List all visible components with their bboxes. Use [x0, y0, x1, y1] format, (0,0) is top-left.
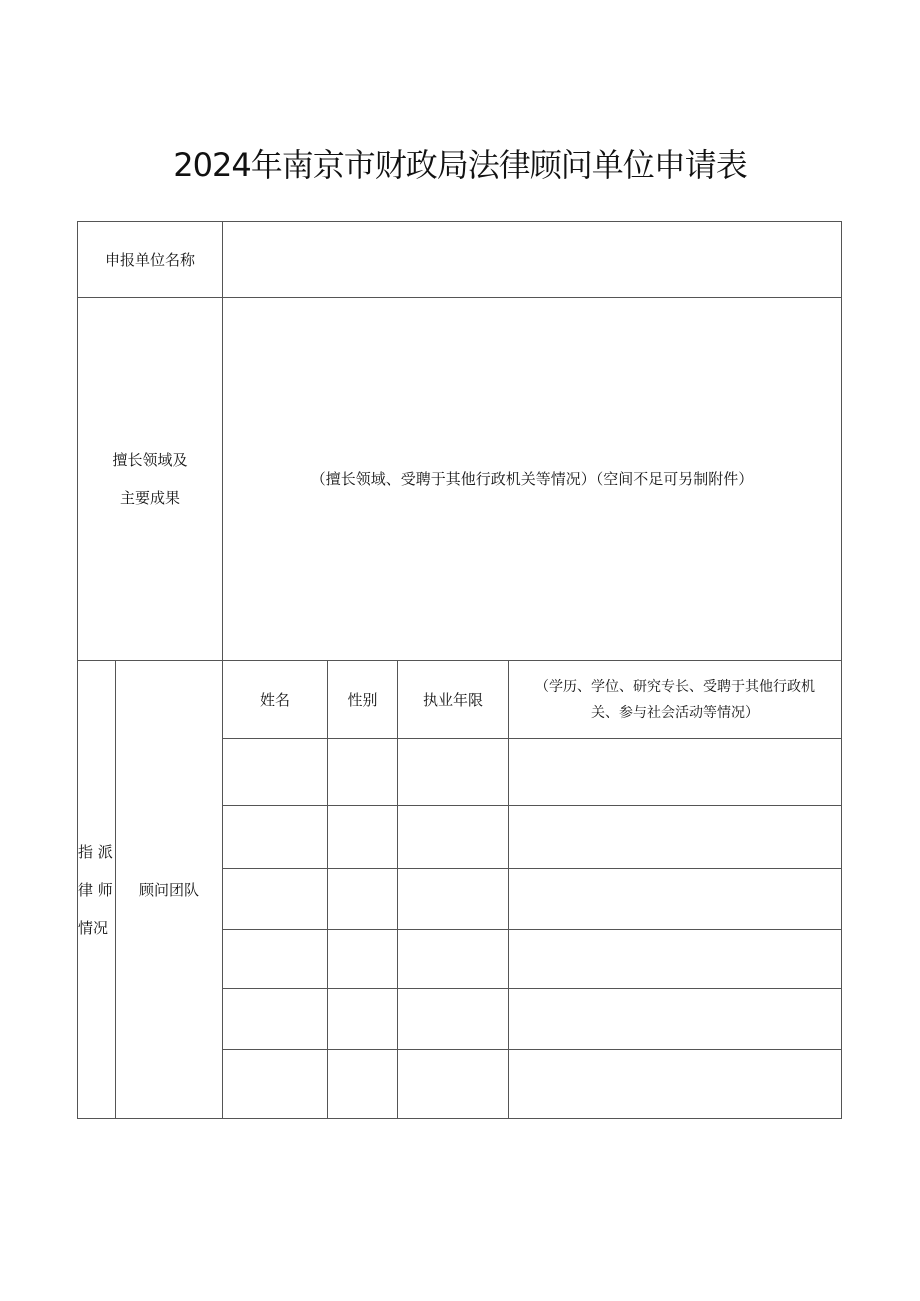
team-gender-input[interactable]	[328, 989, 397, 1049]
unit-name-field[interactable]	[223, 222, 841, 297]
details-header-line2: 关、参与社会活动等情况）	[591, 704, 759, 721]
team-name-input[interactable]	[223, 930, 327, 988]
team-years-input[interactable]	[398, 1050, 508, 1118]
table-border-bottom	[77, 1118, 842, 1119]
team-years-input[interactable]	[398, 806, 508, 868]
application-form-table	[77, 221, 842, 1119]
team-gender-input[interactable]	[328, 930, 397, 988]
team-years-input[interactable]	[398, 869, 508, 929]
team-name-input[interactable]	[223, 989, 327, 1049]
expertise-label-line1: 擅长领域及	[112, 451, 188, 469]
team-name-input[interactable]	[223, 1050, 327, 1118]
assigned-label-line2: 律 师	[78, 880, 113, 899]
team-details-input[interactable]	[509, 739, 841, 805]
column-header-gender: 性别	[347, 690, 378, 709]
team-details-input[interactable]	[509, 869, 841, 929]
team-years-input[interactable]	[398, 930, 508, 988]
assigned-lawyers-label	[78, 661, 115, 1118]
team-details-input[interactable]	[509, 930, 841, 988]
details-header-line1: （学历、学位、研究专长、受聘于其他行政机	[535, 678, 815, 695]
team-gender-input[interactable]	[328, 869, 397, 929]
expertise-hint: （擅长领域、受聘于其他行政机关等情况）（空间不足可另制附件）	[310, 470, 754, 488]
team-details-input[interactable]	[509, 1050, 841, 1118]
table-border-right	[841, 221, 842, 1119]
team-details-input[interactable]	[509, 806, 841, 868]
assigned-label-line3: 情况	[78, 918, 109, 937]
team-gender-input[interactable]	[328, 739, 397, 805]
expertise-label	[78, 298, 222, 660]
team-years-input[interactable]	[398, 989, 508, 1049]
page-title: 2024年南京市财政局法律顾问单位申请表	[173, 146, 747, 184]
team-years-input[interactable]	[398, 739, 508, 805]
unit-name-label: 申报单位名称	[104, 250, 195, 269]
expertise-label-line2: 主要成果	[119, 489, 180, 507]
assigned-label-line1: 指 派	[78, 842, 113, 861]
team-label: 顾问团队	[138, 880, 199, 899]
team-name-input[interactable]	[223, 739, 327, 805]
team-gender-input[interactable]	[328, 1050, 397, 1118]
team-name-input[interactable]	[223, 869, 327, 929]
column-header-name: 姓名	[259, 690, 290, 709]
expertise-field[interactable]	[223, 298, 841, 660]
column-header-years: 执业年限	[422, 690, 483, 709]
team-gender-input[interactable]	[328, 806, 397, 868]
team-details-input[interactable]	[509, 989, 841, 1049]
column-header-details	[509, 661, 841, 738]
team-name-input[interactable]	[223, 806, 327, 868]
